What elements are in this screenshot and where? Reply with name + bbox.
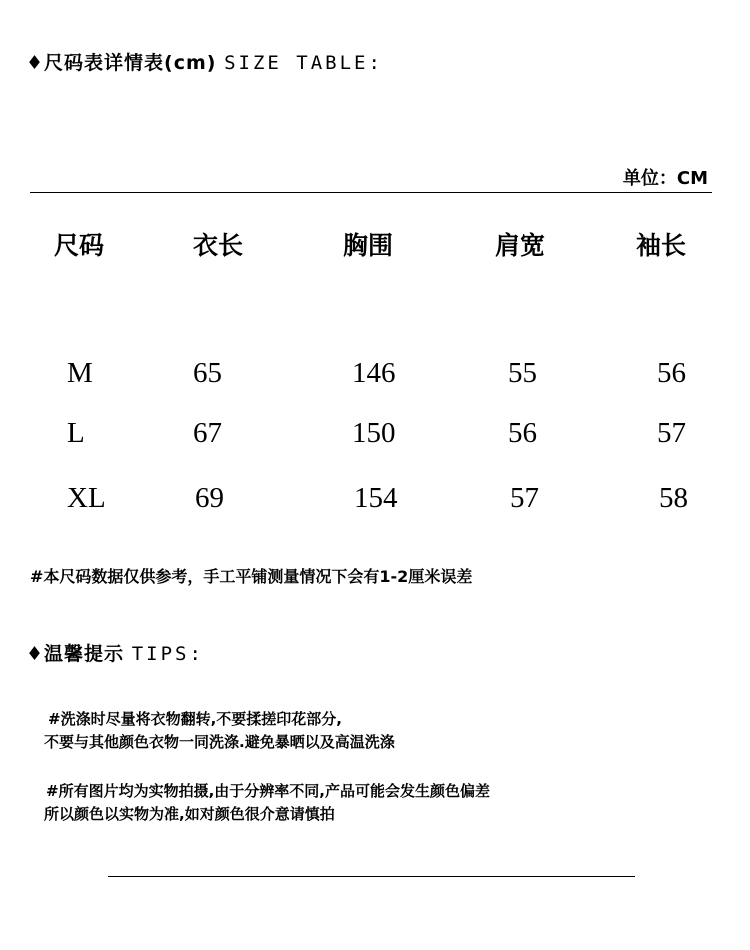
tips-title: [26, 639, 204, 666]
cell-size: XL: [67, 482, 106, 514]
tip-line: 不要与其他颜色衣物一同洗涤.避免暴晒以及高温洗涤: [44, 733, 395, 751]
cell-shoulder: 57: [510, 482, 539, 514]
header-chest: 胸围: [343, 231, 394, 260]
diamond-bullet-icon: ♦: [26, 643, 45, 665]
header-shoulder: 肩宽: [495, 231, 546, 260]
cell-chest: 154: [354, 482, 398, 514]
unit-label: 单位：CM: [622, 168, 708, 189]
tips-title-cn: 温馨提示: [44, 643, 125, 665]
cell-sleeve: 58: [659, 482, 688, 514]
cell-shoulder: 56: [508, 417, 537, 449]
cell-length: 65: [193, 357, 222, 389]
header-size: 尺码: [54, 231, 105, 260]
cell-chest: 146: [352, 357, 396, 389]
size-table-title-cn: 尺码表详情表(cm): [44, 52, 217, 74]
cell-sleeve: 56: [657, 357, 686, 389]
header-length: 衣长: [193, 231, 244, 260]
measurement-note: #本尺码数据仅供参考，手工平铺测量情况下会有1-2厘米误差: [30, 567, 473, 586]
cell-size: L: [67, 417, 85, 449]
cell-length: 67: [193, 417, 222, 449]
tip-line: 所以颜色以实物为准,如对颜色很介意请慎拍: [44, 805, 335, 823]
table-top-rule: [30, 192, 712, 193]
header-sleeve: 袖长: [636, 231, 687, 260]
size-table-title-en: SIZE TABLE:: [224, 52, 383, 74]
tips-title-en: TIPS:: [131, 643, 204, 665]
tip-line: #所有图片均为实物拍摄,由于分辨率不同,产品可能会发生颜色偏差: [46, 782, 490, 800]
cell-length: 69: [195, 482, 224, 514]
cell-shoulder: 55: [508, 357, 537, 389]
cell-chest: 150: [352, 417, 396, 449]
cell-sleeve: 57: [657, 417, 686, 449]
bottom-rule: [108, 876, 635, 877]
diamond-bullet-icon: ♦: [26, 52, 45, 74]
cell-size: M: [67, 357, 93, 389]
size-table-title: [26, 48, 383, 75]
tip-line: #洗涤时尽量将衣物翻转,不要揉搓印花部分,: [48, 710, 342, 728]
